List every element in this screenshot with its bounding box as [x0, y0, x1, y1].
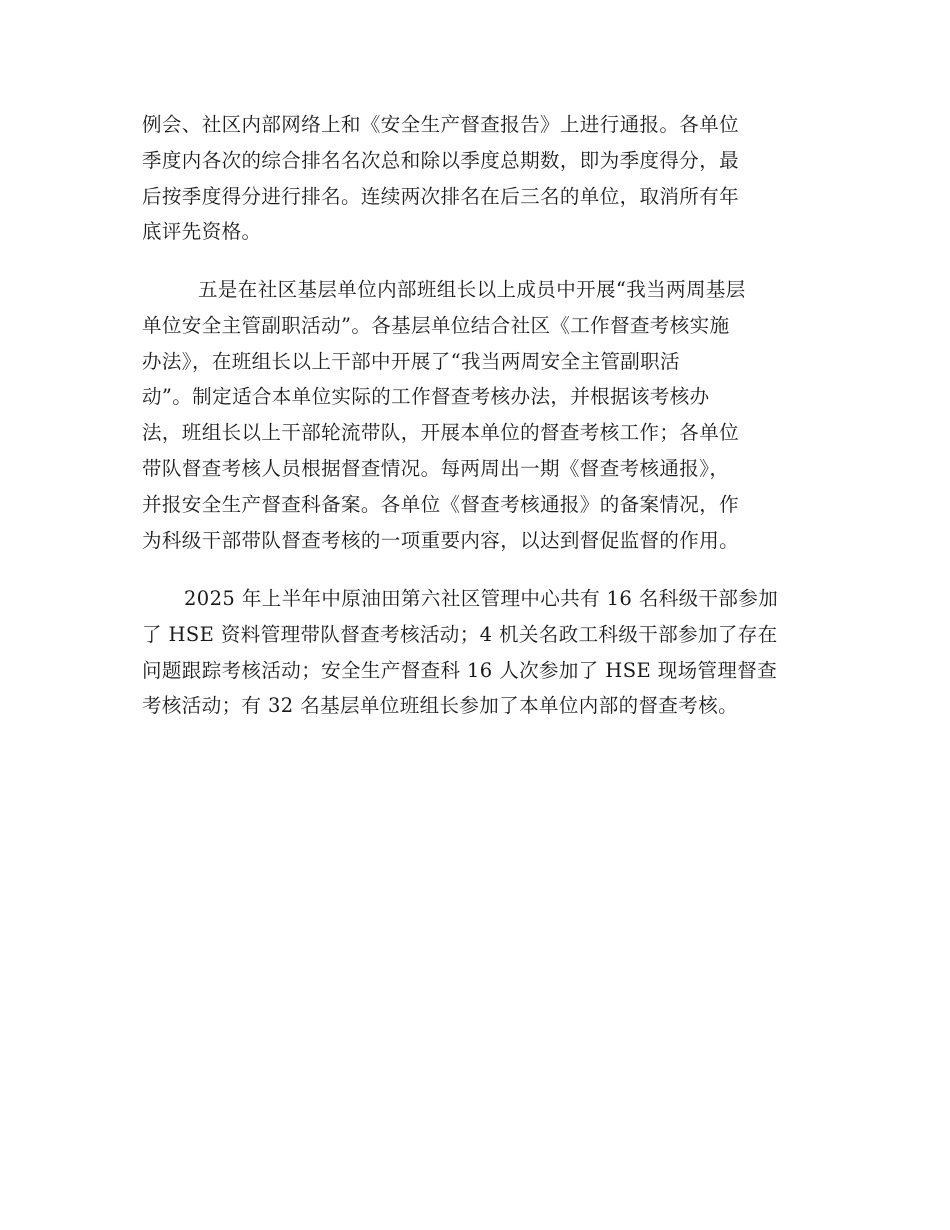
paragraph-reporting — [142, 107, 810, 250]
text-line: 并报安全生产督查科备案。各单位《督查考核通报》的备案情况，作 — [142, 492, 740, 516]
text-line: 办法》，在班组长以上干部中开展了“我当两周安全主管副职活 — [142, 349, 680, 373]
text-line: 五是在社区基层单位内部班组长以上成员中开展“我当两周基层 — [198, 278, 746, 301]
text-line: 季度内各次的综合排名名次总和除以季度总期数，即为季度得分，最 — [142, 148, 740, 172]
text-line: 问题跟踪考核活动；安全生产督查科 16 人次参加了 HSE 现场管理督查 — [142, 658, 778, 682]
text-line: 底评先资格。 — [142, 220, 262, 244]
text-line: 法，班组长以上干部轮流带队，开展本单位的督查考核工作；各单位 — [142, 421, 740, 445]
paragraph-summary-2025 — [142, 581, 810, 724]
text-line: 例会、社区内部网络上和《安全生产督查报告》上进行通报。各单位 — [142, 113, 740, 136]
text-line: 动”。制定适合本单位实际的工作督查考核办法，并根据该考核办 — [142, 385, 710, 409]
text-line: 考核活动；有 32 名基层单位班组长参加了本单位内部的督查考核。 — [142, 694, 739, 718]
text-line: 2025 年上半年中原油田第六社区管理中心共有 16 名科级干部参加 — [184, 587, 779, 610]
text-line: 带队督查考核人员根据督查情况。每两周出一期《督查考核通报》， — [142, 456, 730, 480]
text-line: 单位安全主管副职活动”。各基层单位结合社区《工作督查考核实施 — [142, 313, 730, 337]
text-line: 为科级干部带队督查考核的一项重要内容，以达到督促监督的作用。 — [142, 528, 740, 552]
text-line: 了 HSE 资料管理带队督查考核活动；4 机关名政工科级干部参加了存在 — [142, 622, 778, 646]
paragraph-fifth-measure — [142, 272, 810, 558]
text-line: 后按季度得分进行排名。连续两次排名在后三名的单位，取消所有年 — [142, 184, 740, 208]
